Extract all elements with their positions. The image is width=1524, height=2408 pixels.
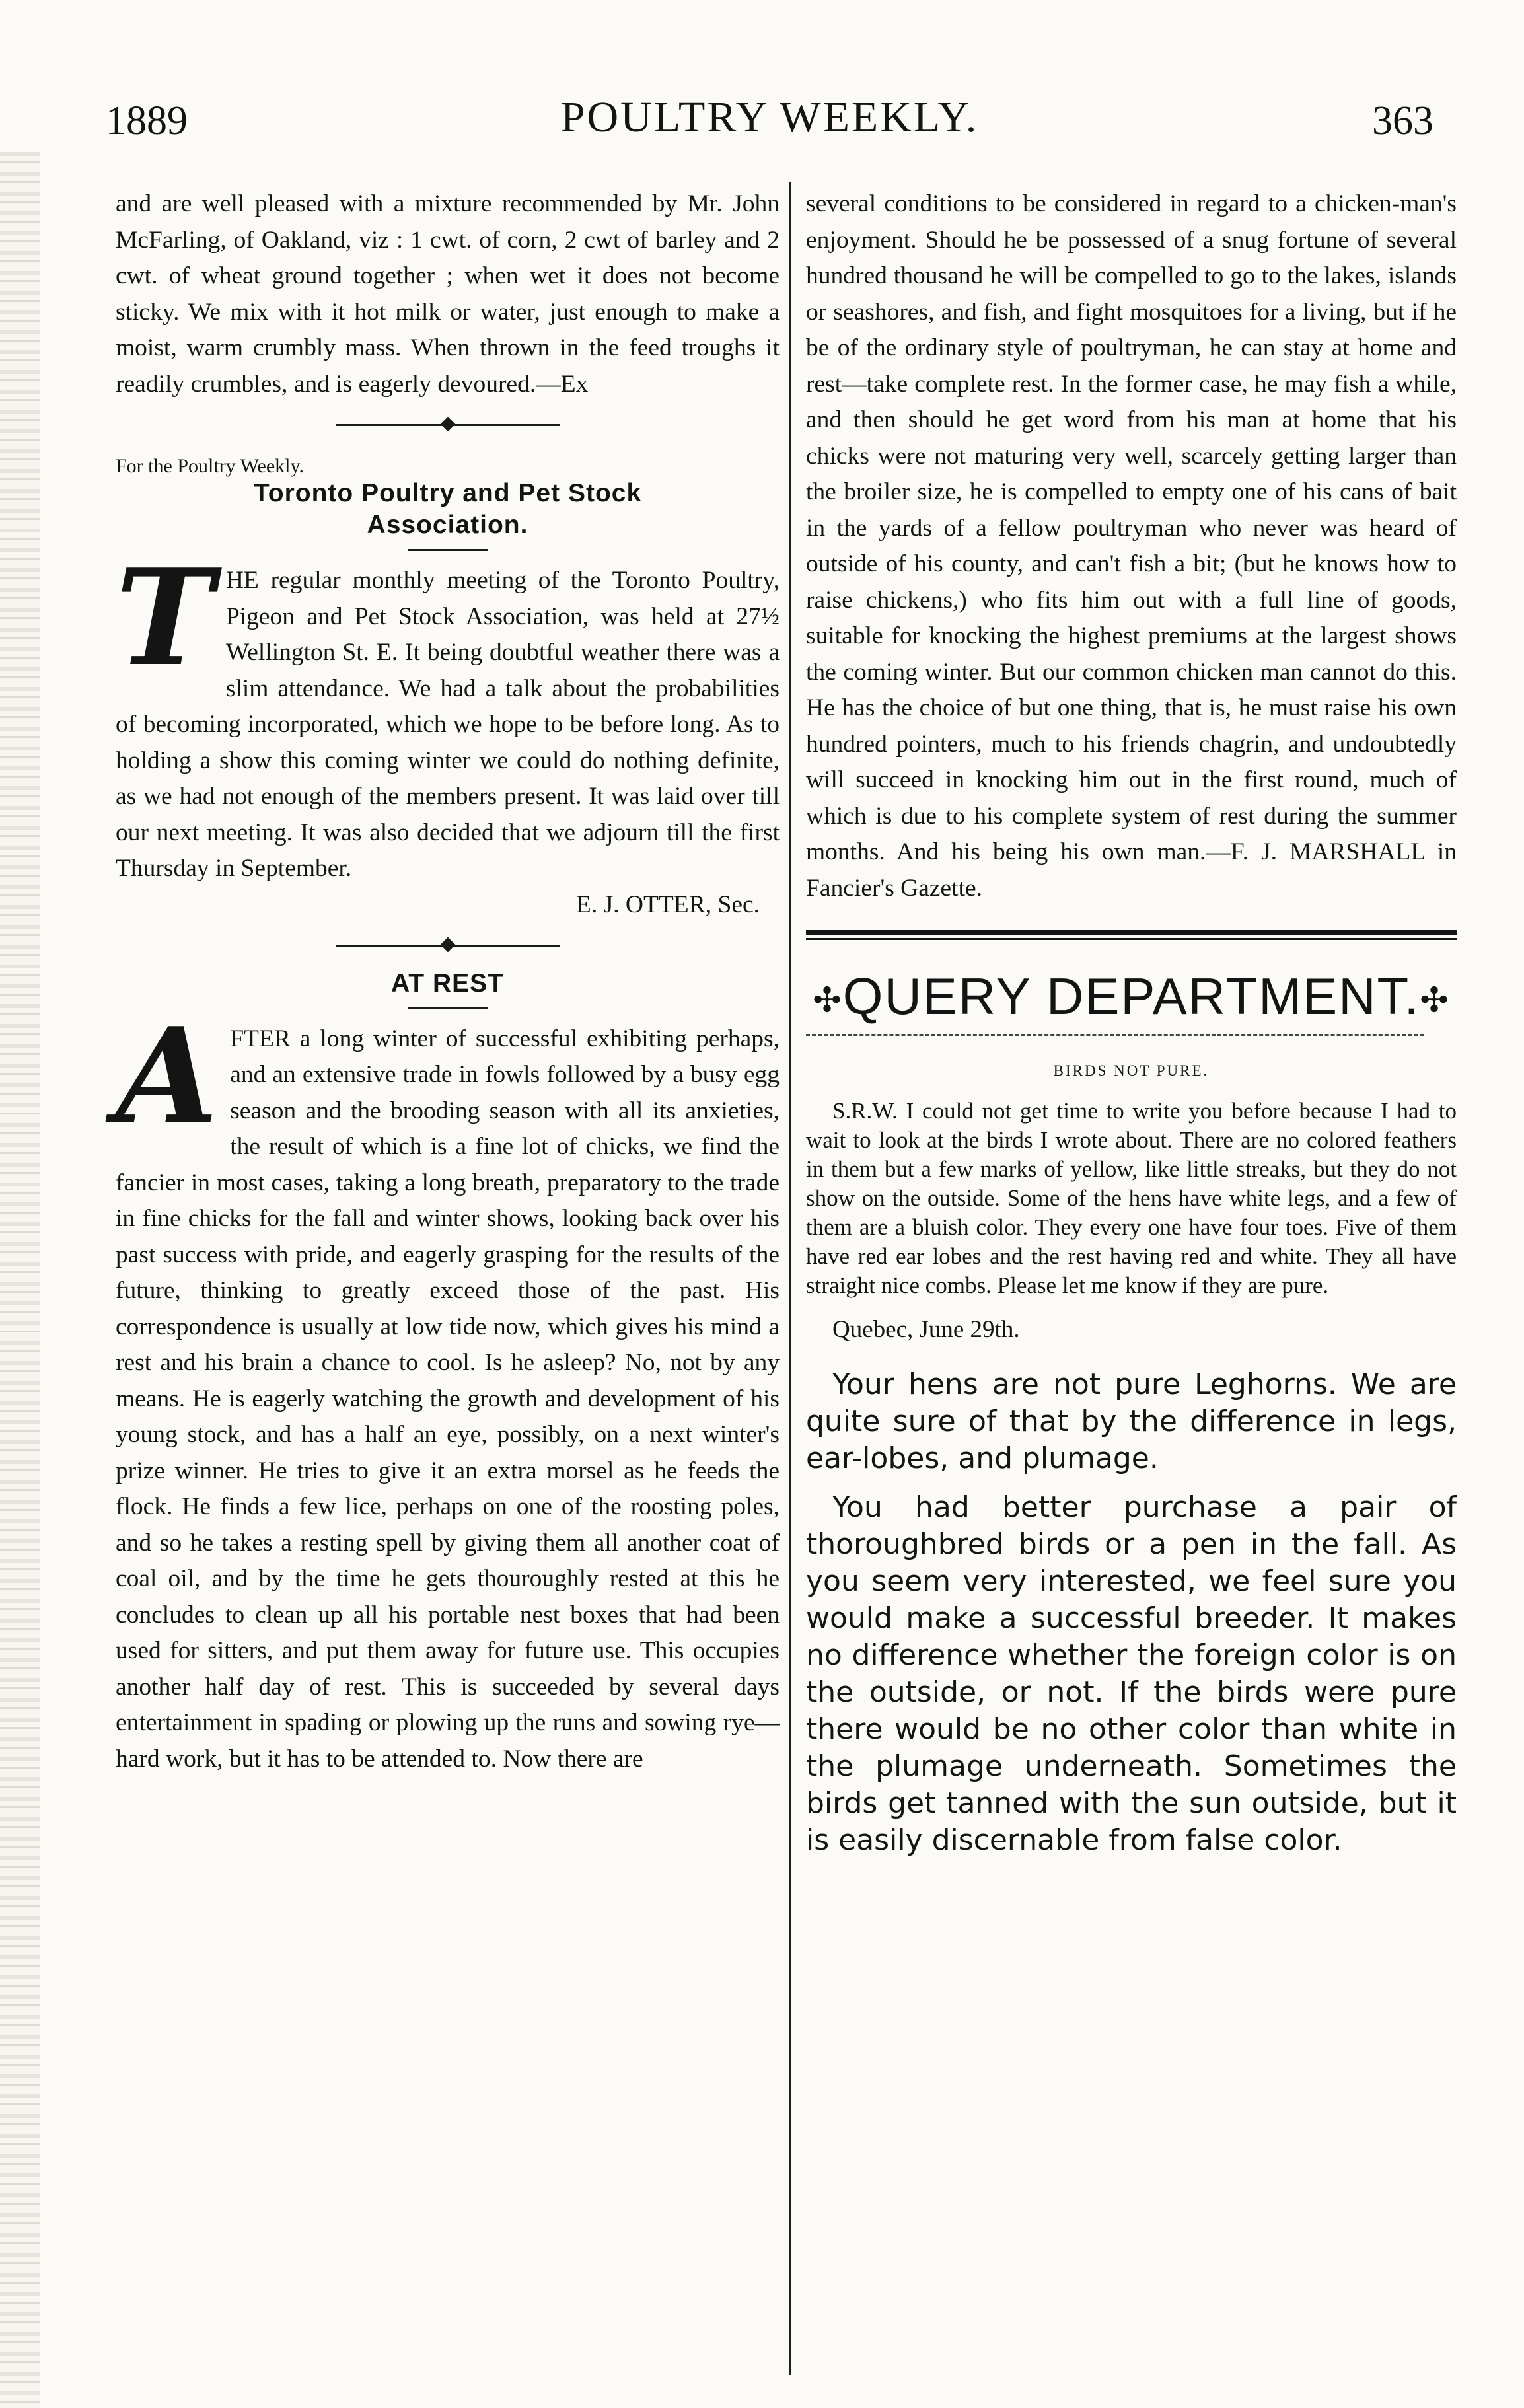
query-sub-heading: BIRDS NOT PURE. — [1053, 1062, 1210, 1079]
right-column — [806, 186, 1457, 1859]
column-divider — [789, 182, 791, 2375]
article-title-line1: Toronto Poultry and Pet Stock — [253, 479, 642, 507]
page-header — [106, 92, 1433, 152]
byline-source: For the Poultry Weekly. — [116, 455, 305, 477]
ornamental-rule — [336, 932, 560, 959]
section-thin-rule — [806, 938, 1457, 940]
letter-text: S.R.W. I could not get time to write you before because I had to wait to look at the birds I wrote about. There are no colored feathers in them but a few marks of yellow, like little streaks, but they do not show on the outside. Some of the hens have white legs, and a few of them are a bluish color. They every one have four toes. Five of them have red ear lobes and the rest having red and white. They all have straight nice combs. Please let me know if they are pure. — [806, 1098, 1457, 1299]
continued-article-text: and are well pleased with a mixture recommended by Mr. John McFarling, of Oakland, viz : 1 cwt. of corn, 2 cwt of barley and 2 cwt. of wheat ground together ; when wet it does not become sticky. We mix with it hot milk or water, just enough to make a moist, warm crumbly mass. When thrown in the feed troughs it readily crumbles, and is eagerly devoured.—Ex — [116, 190, 780, 398]
page-number: 363 — [1372, 98, 1433, 143]
drop-cap-a: A — [116, 998, 219, 1154]
toronto-article-text: HE regular monthly meeting of the Toronto Poultry, Pigeon and Pet Stock Association, was held at 27½ Wellington St. E. It being doubtful weather there was a slim attendance. We had a talk about the probabilities of becoming incorporated, which we hope to be before long. As to holding a show this coming winter we could do nothing definite, as we had not enough of the members present. It was laid over till our next meeting. It was also decided that we adjourn till the first Thursday in September. — [116, 567, 780, 882]
drop-cap-t: T — [116, 540, 214, 696]
article-signature: E. J. OTTER, Sec. — [575, 891, 760, 918]
ornament-left-icon: ✣ — [813, 981, 843, 1020]
short-rule — [408, 1007, 488, 1009]
article-title-at-rest: AT REST — [391, 968, 504, 998]
query-heading-text: QUERY DEPARTMENT. — [842, 967, 1420, 1025]
binding-edge — [0, 152, 40, 2408]
reader-letter — [806, 1097, 1457, 1300]
issue-year: 1889 — [106, 98, 188, 143]
ornament-right-icon: ✣ — [1420, 981, 1450, 1020]
reply-paragraph-2: You had better purchase a pair of thoroughbred birds or a pen in the fall. As you seem very interested, we feel sure you would make a successful breeder. It makes no difference whether the foreign color is on the outside, or not. If the birds were pure there would be no other color than white in the plumage underneath. Sometimes the birds get tanned with the sun outside, but it is easily discernable from false color. — [806, 1490, 1457, 1858]
article-title-toronto — [116, 478, 780, 541]
section-heavy-rule — [806, 930, 1457, 935]
continued-at-rest-text: several conditions to be considered in regard to a chicken-man's enjoyment. Should he be possessed of a snug fortune of several hundred thousand he will be compelled to go to the lakes, islands or seashores, and fish, and fight mosquitoes for a living, but if he be of the ordinary style of poultryman, he can stay at home and rest—take complete rest. In the former case, he may fish a while, and then should he get word from his man at home that his chicks were not maturing very well, scarcely getting larger than the broiler size, he is compelled to empty one of his cans of bait in the yards of a fellow poultryman who never was heard of outside of his county, and can't fish a bit; (but he knows how to raise chickens,) who fits him out with a full line of goods, suitable for knocking the highest premiums at the largest shows the coming winter. But our common chicken man cannot do this. He has the choice of but one thing, that is, he must raise his own hundred pointers, much to his friends chagrin, and undoubtedly will succeed in knocking him out in the first round, much of which is due to his complete system of rest during the summer months. And his being his own man.—F. J. MARSHALL in Fancier's Gazette. — [806, 190, 1457, 902]
publication-title: POULTRY WEEKLY. — [560, 93, 979, 141]
left-column — [116, 186, 780, 1777]
letter-dateline: Quebec, June 29th. — [832, 1316, 1020, 1344]
short-rule — [408, 549, 488, 551]
at-rest-article-text: FTER a long winter of successful exhibiting perhaps, and an extensive trade in fowls followed by a busy egg season and the brooding season with all its anxieties, the result of which is a fine lot of chicks, we find the fancier in most cases, taking a long breath, preparatory to the trade in fine chicks for the fall and winter shows, looking back over his past success with pride, and eagerly grasping for the results of the future, thinking to greatly exceed those of the past. His correspondence is usually at low tide now, which gives his mind a rest and his brain a chance to cool. Is he asleep? No, not by any means. He is eagerly watching the growth and development of his young stock, and has a half an eye, possibly, on a next winter's prize winner. He tries to give it an extra morsel as he feeds the flock. He finds a few lice, perhaps on one of the roosting poles, and so he takes a resting spell by giving them all another coat of coal oil, and by the time he gets thouroughly rested at this he concludes to clean up all his portable nest boxes that had been used for sitters, and put them away for future use. This occupies another half day of rest. This is succeeded by several days entertainment in spading or plowing up the runs and sowing rye—hard work, but it has to be attended to. Now there are — [116, 1025, 780, 1772]
dashed-rule — [806, 1034, 1424, 1036]
query-department-heading — [806, 967, 1457, 1030]
toronto-article-body — [116, 540, 780, 887]
reply-paragraph-1: Your hens are not pure Leghorns. We are quite sure of that by the difference in legs, ear-lobes, and plumage. — [806, 1368, 1457, 1476]
article-title-line2: Association. — [367, 511, 528, 539]
at-rest-article-body — [116, 998, 780, 1778]
editor-reply — [806, 1366, 1457, 1859]
ornamental-rule — [336, 412, 560, 438]
